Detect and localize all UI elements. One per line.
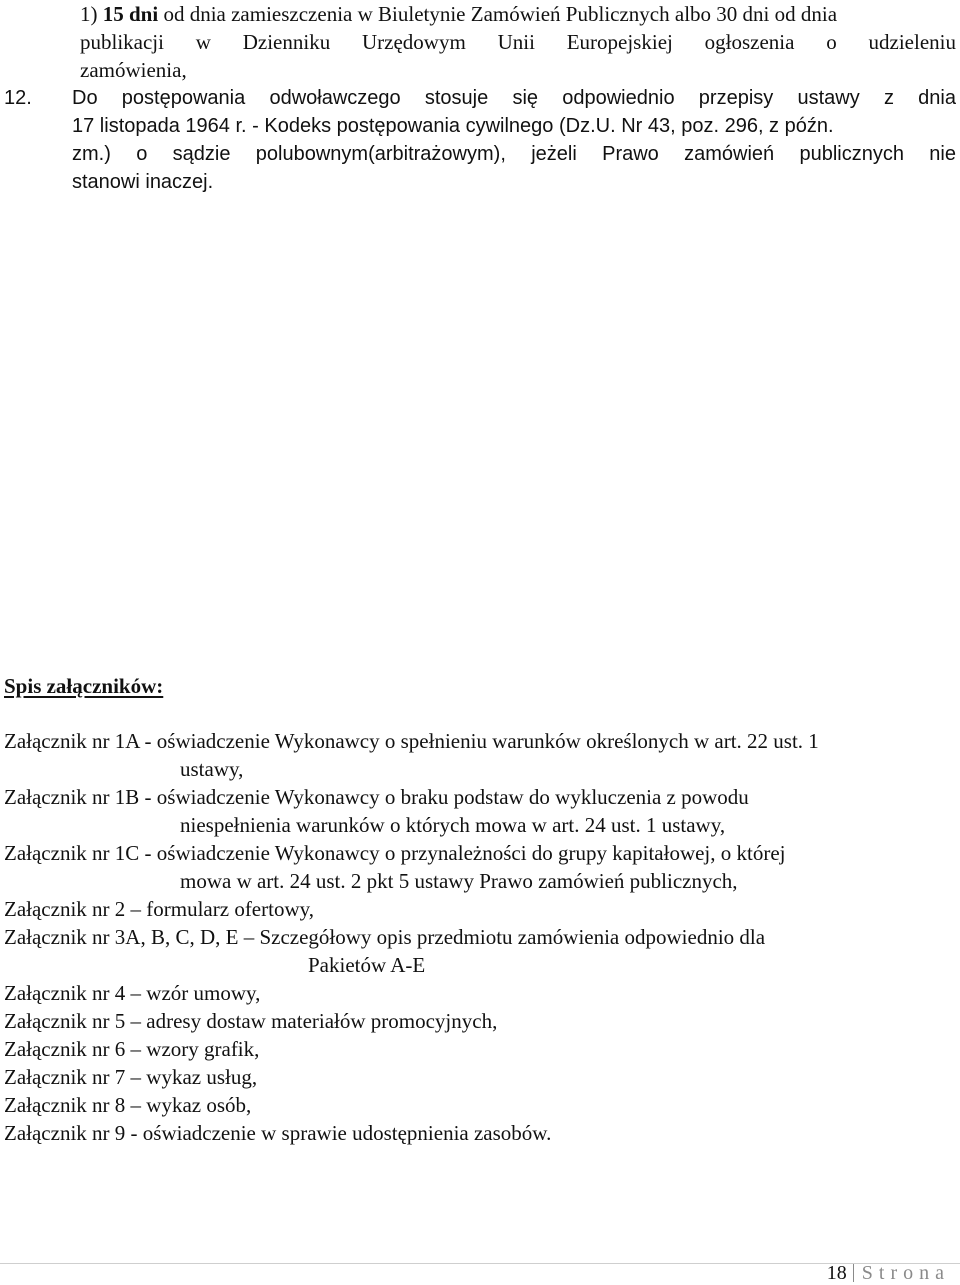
page-number: 18	[826, 1262, 847, 1284]
section-12-line-4: stanowi inaczej.	[72, 171, 214, 193]
item-1-line-1	[80, 0, 837, 28]
attachment-6-line: Załącznik nr 6 – wzory grafik,	[4, 1037, 260, 1061]
page-footer	[0, 1263, 960, 1284]
page-word: Strona	[861, 1262, 950, 1284]
section-12-number: 12.	[4, 87, 32, 109]
section-12-line-2: 17 listopada 1964 r. - Kodeks postępowania cywilnego (Dz.U. Nr 43, poz. 296, z późn.	[72, 115, 834, 137]
attachment-7-line: Załącznik nr 7 – wykaz usług,	[4, 1065, 258, 1089]
item-1-number: 1)	[80, 2, 98, 26]
attachment-4-line: Załącznik nr 4 – wzór umowy,	[4, 981, 261, 1005]
footer-divider	[0, 1263, 960, 1264]
attachment-1b-line-2: niespełnienia warunków o których mowa w art. 24 ust. 1 ustawy,	[180, 813, 726, 837]
attachment-1b-line-1: Załącznik nr 1B - oświadczenie Wykonawcy o braku podstaw do wykluczenia z powodu	[4, 785, 749, 809]
attachment-1a-line-2: ustawy,	[180, 757, 244, 781]
item-1-deadline-bold: 15 dni	[102, 2, 159, 26]
attachment-9-line: Załącznik nr 9 - oświadczenie w sprawie udostępnienia zasobów.	[4, 1121, 552, 1145]
item-1-line-2: publikacji w Dzienniku Urzędowym Unii Europejskiej ogłoszenia o udzieleniu	[80, 30, 956, 54]
item-1-line-1-text: od dnia zamieszczenia w Biuletynie Zamówień Publicznych albo 30 dni od dnia	[163, 2, 838, 26]
attachment-3-line-2: Pakietów A-E	[308, 953, 426, 977]
attachment-8-line: Załącznik nr 8 – wykaz osób,	[4, 1093, 252, 1117]
page-number-label	[827, 1261, 950, 1285]
page-number-separator	[853, 1264, 854, 1282]
attachment-1c-line-2: mowa w art. 24 ust. 2 pkt 5 ustawy Prawo zamówień publicznych,	[180, 869, 738, 893]
attachments-heading: Spis załączników:	[4, 674, 164, 698]
attachment-1a-line-1: Załącznik nr 1A - oświadczenie Wykonawcy o spełnieniu warunków określonych w art. 22 ust. 1	[4, 729, 819, 753]
attachment-2-line: Załącznik nr 2 – formularz ofertowy,	[4, 897, 315, 921]
attachment-1c-line-1: Załącznik nr 1C - oświadczenie Wykonawcy o przynależności do grupy kapitałowej, o której	[4, 841, 786, 865]
attachment-5-line: Załącznik nr 5 – adresy dostaw materiałów promocyjnych,	[4, 1009, 498, 1033]
section-12-line-1: Do postępowania odwoławczego stosuje się odpowiednio przepisy ustawy z dnia	[72, 87, 956, 109]
item-1-line-3: zamówienia,	[80, 58, 187, 82]
section-12-line-3: zm.) o sądzie polubownym(arbitrażowym), jeżeli Prawo zamówień publicznych nie	[72, 143, 956, 165]
attachment-3-line-1: Załącznik nr 3A, B, C, D, E – Szczegółowy opis przedmiotu zamówienia odpowiednio dla	[4, 925, 766, 949]
